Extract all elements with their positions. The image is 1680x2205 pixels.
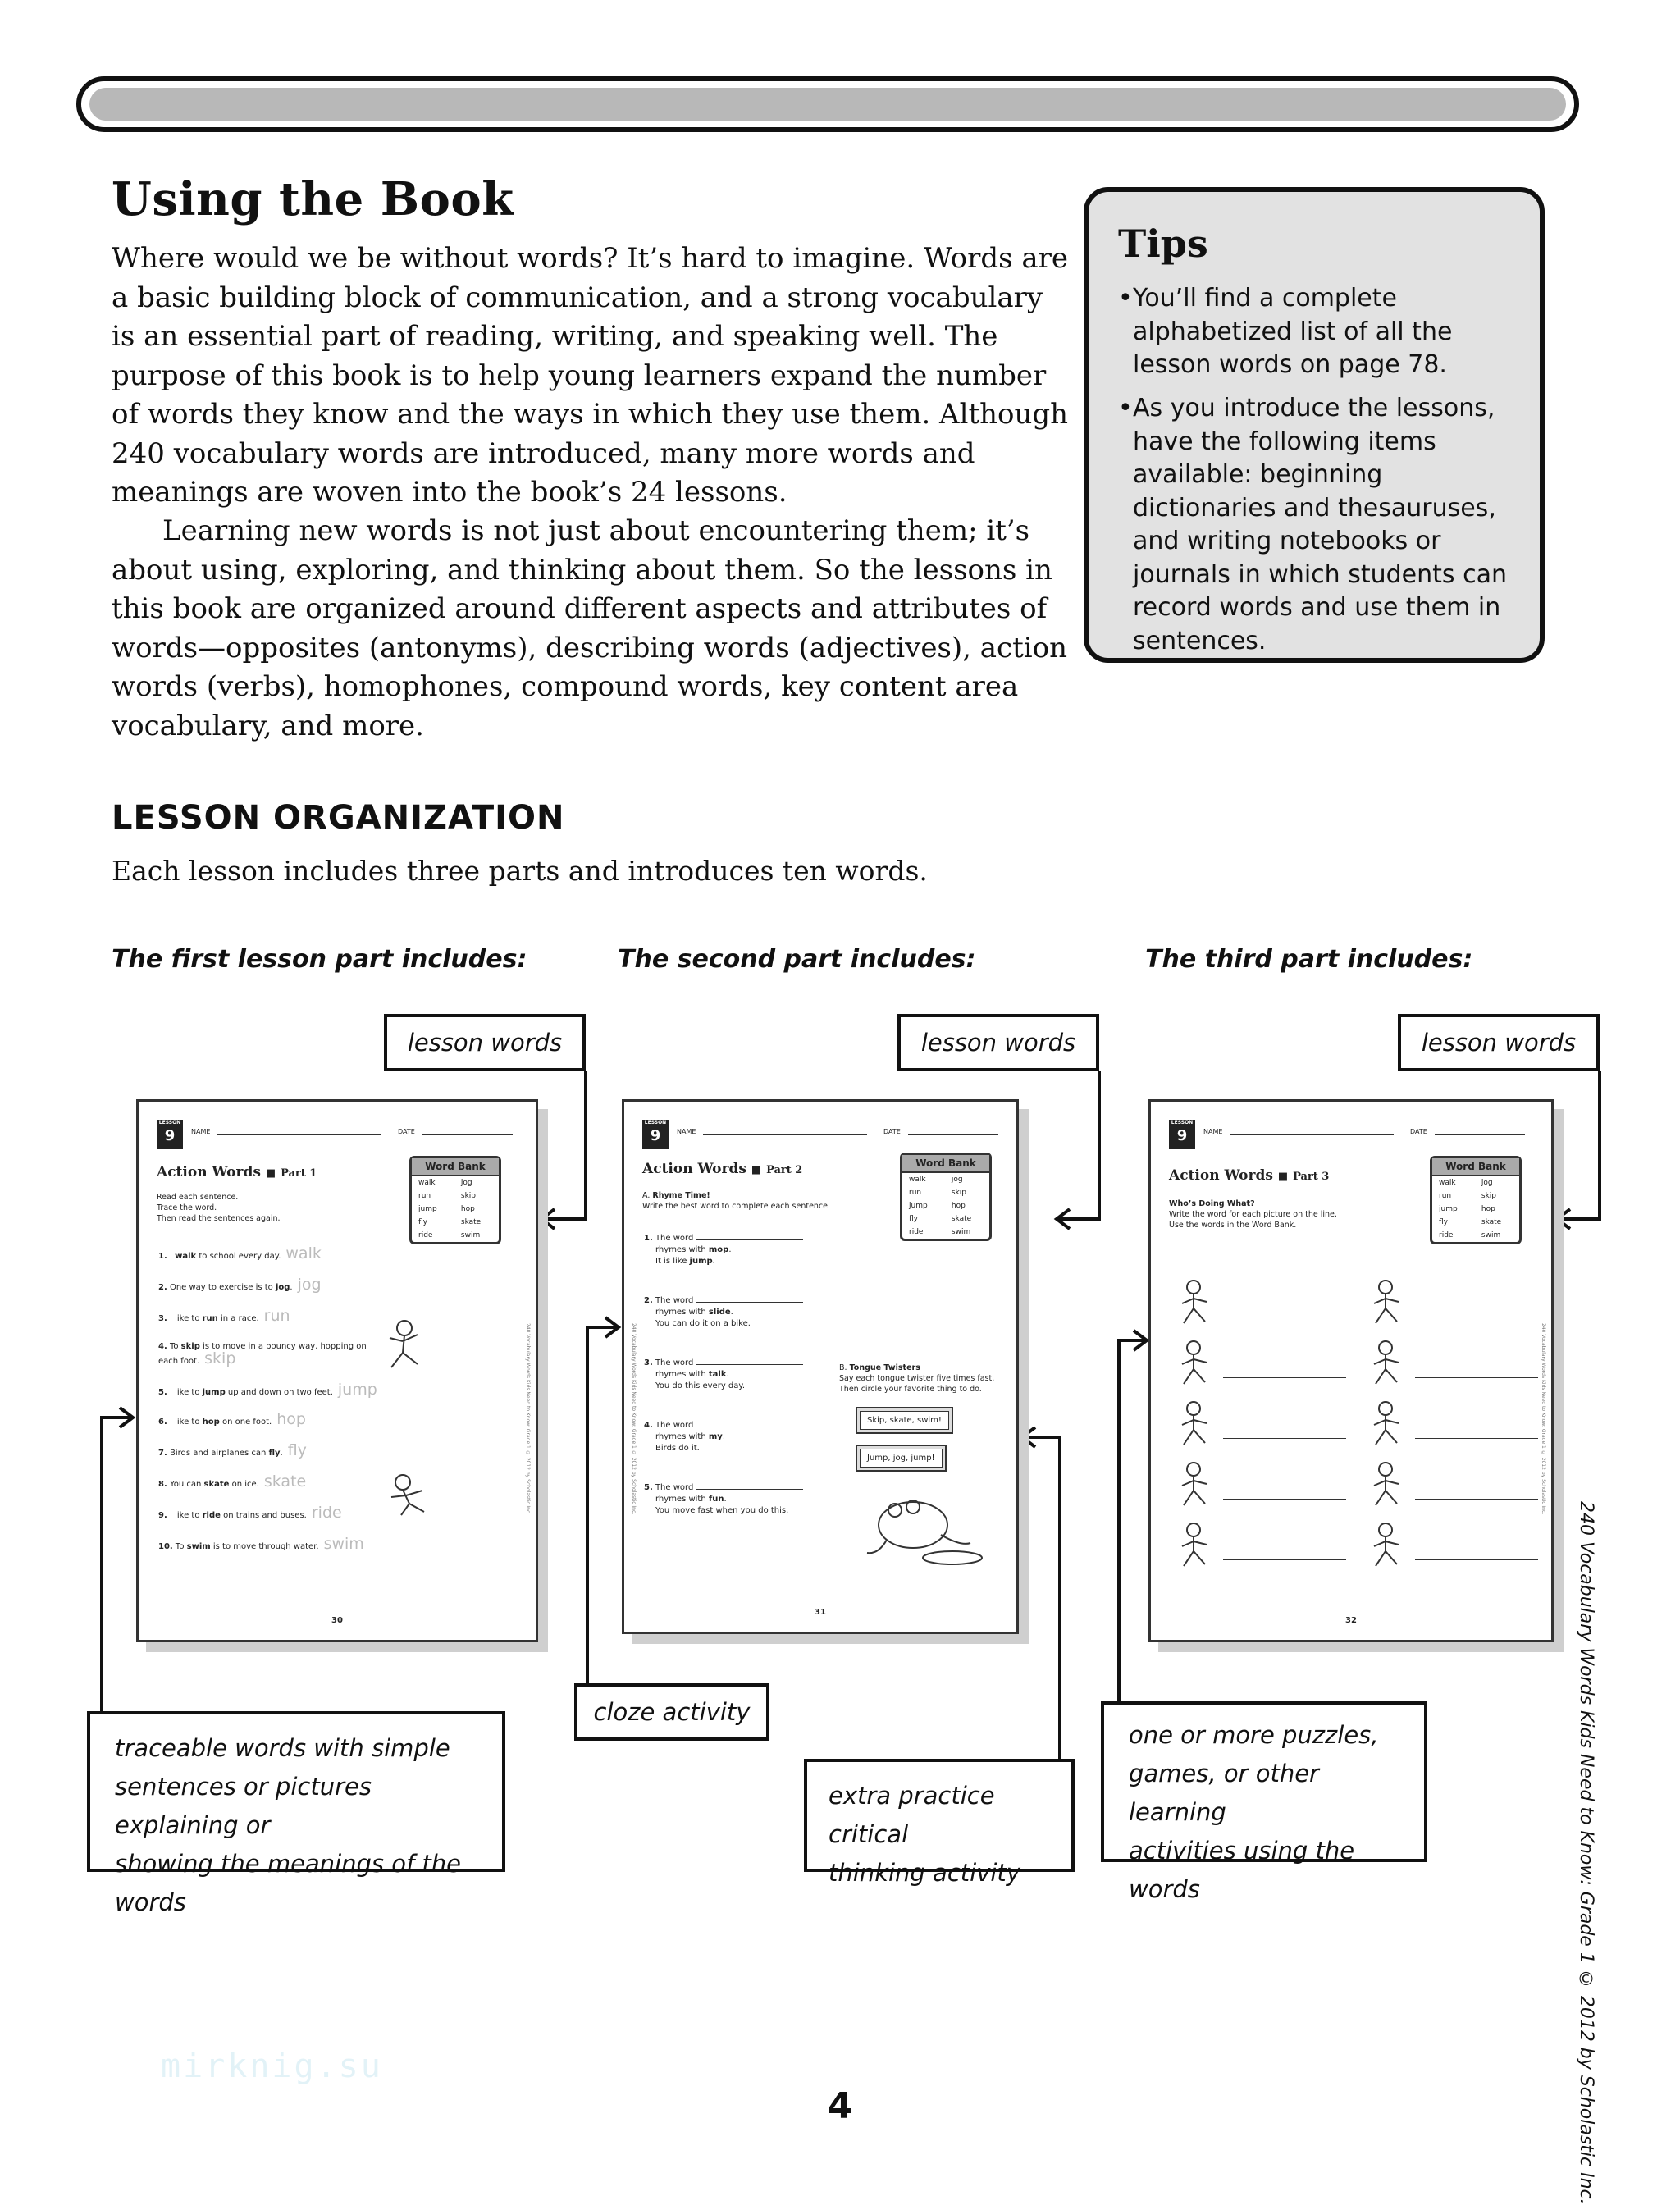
trace-word: fly <box>287 1441 307 1459</box>
date-line <box>1435 1134 1525 1135</box>
frog-illustration <box>862 1489 993 1568</box>
word-bank: Word Bank walk jog run skip jump hop fly skate ride swim <box>1430 1156 1522 1244</box>
trace-item: 4. To skip is to move in a bouncy way, hopping on each foot. skip <box>158 1342 367 1367</box>
rhyme-time-heading: A. Rhyme Time! Write the best word to complete each sentence. <box>642 1191 831 1211</box>
worksheet-title: Action Words ■ Part 1 <box>157 1164 317 1180</box>
date-label: DATE <box>883 1128 901 1135</box>
write-line[interactable] <box>1415 1377 1538 1378</box>
lesson-badge: LESSON 9 <box>642 1120 669 1149</box>
tip-text: As you introduce the lessons, have the following items available: beginning dictionaries and thesauruses, and writing notebooks or journals in which students can record words and use them in sentences. <box>1133 394 1507 655</box>
date-label: DATE <box>398 1128 415 1135</box>
lesson-organization-heading: LESSON ORGANIZATION <box>112 799 565 837</box>
connector-lesson-words-1 <box>543 1071 586 1219</box>
worksheet-part-3 <box>1148 1099 1554 1642</box>
rhyme-item: 2. The word rhymes with slide. You can do it on a bike. <box>644 1295 803 1330</box>
activity-picture <box>1176 1459 1213 1509</box>
trace-word: skate <box>263 1472 307 1491</box>
child-flying-illustration <box>385 1469 434 1518</box>
connector-lesson-words-2 <box>1058 1071 1099 1219</box>
callout-lesson-words-3: lesson words <box>1398 1014 1600 1071</box>
trace-word: run <box>263 1307 290 1325</box>
tongue-twister-box: Jump, jog, jump! <box>856 1445 947 1472</box>
name-label: NAME <box>1203 1128 1223 1135</box>
activity-picture <box>1176 1520 1213 1569</box>
tips-box <box>1084 187 1545 663</box>
worksheet-title: Action Words ■ Part 2 <box>642 1161 803 1177</box>
trace-item: 6. I like to hop on one foot. hop <box>158 1410 306 1428</box>
activity-picture <box>1367 1520 1405 1569</box>
activity-picture <box>1176 1277 1213 1326</box>
trace-item: 8. You can skate on ice. skate <box>158 1472 307 1491</box>
worksheet-instructions: Read each sentence. Trace the word. Then read the sentences again. <box>157 1193 281 1223</box>
tip-bullet: • <box>1118 284 1133 313</box>
lesson-badge: LESSON 9 <box>1169 1120 1195 1149</box>
write-line[interactable] <box>1415 1438 1538 1439</box>
section-title: Using the Book <box>112 172 514 226</box>
activity-picture <box>1176 1399 1213 1448</box>
trace-word: skip <box>204 1349 236 1367</box>
worksheet-page-number: 30 <box>331 1616 343 1625</box>
tip-item <box>1118 392 1528 658</box>
worksheet-side-credit: 240 Vocabulary Words Kids Need to Know: Grade 1 © 2012 by Scholastic Inc. <box>1541 1323 1546 1515</box>
rhyme-item: 4. The word rhymes with my. Birds do it. <box>644 1420 803 1454</box>
rhyme-item: 3. The word rhymes with talk. You do this every day. <box>644 1358 803 1392</box>
trace-word: jog <box>297 1276 322 1294</box>
header-bar <box>76 76 1579 132</box>
activity-picture <box>1367 1277 1405 1326</box>
callout-lesson-words-2: lesson words <box>897 1014 1099 1071</box>
worksheet-title: Action Words ■ Part 3 <box>1169 1167 1330 1184</box>
rhyme-item: 1. The word rhymes with mop. It is like jump. <box>644 1233 803 1267</box>
worksheet-part-2 <box>622 1099 1019 1634</box>
tip-bullet: • <box>1118 394 1133 422</box>
intro-paragraph-1: Where would we be without words? It’s hard to imagine. Words are a basic building block of communication, and a strong vocabulary is an essential part of reading, writing, and speaking well. The purpose of this book is to help young learners expand the number of words they know and the ways in which they use them. Although 240 vocabulary words are introduced, many more words and meanings are woven into the book’s 24 lessons. <box>112 242 1069 509</box>
connector-traceable <box>102 1418 131 1711</box>
activity-picture <box>1176 1338 1213 1387</box>
write-line[interactable] <box>1223 1438 1346 1439</box>
worksheet-side-credit: 240 Vocabulary Words Kids Need to Know: Grade 1 © 2012 by Scholastic Inc. <box>631 1323 637 1515</box>
page-number: 4 <box>827 2085 853 2127</box>
connector-puzzles <box>1119 1340 1145 1701</box>
child-skipping-illustration <box>381 1317 431 1374</box>
intro-paragraph-2: Learning new words is not just about encountering them; it’s about using, exploring, and thinking about them. So the lessons in this book are organized around different aspects and attributes of words—opposites (antonyms), describing words (adjectives), action words (verbs), homophones, compound words, key content area vocabulary, and more. <box>112 514 1067 742</box>
third-part-heading: The third part includes: <box>1145 945 1473 974</box>
worksheet-page-number: 32 <box>1345 1616 1357 1625</box>
activity-picture <box>1367 1399 1405 1448</box>
copyright-credit: 240 Vocabulary Words Kids Need to Know: Grade 1 © 2012 by Scholastic Inc. <box>1576 1501 1596 2205</box>
word-bank: Word Bank walk jog run skip jump hop fly skate ride swim <box>900 1153 992 1241</box>
second-part-heading: The second part includes: <box>618 945 976 974</box>
name-line <box>1230 1134 1394 1135</box>
callout-lesson-words-1: lesson words <box>384 1014 586 1071</box>
trace-item: 3. I like to run in a race. run <box>158 1307 290 1325</box>
trace-word: swim <box>323 1535 364 1553</box>
tongue-twister-box: Skip, skate, swim! <box>856 1407 953 1434</box>
connector-cloze <box>587 1327 617 1683</box>
connector-lesson-words-3 <box>1559 1071 1600 1219</box>
trace-word: ride <box>311 1504 342 1522</box>
write-line[interactable] <box>1223 1499 1346 1500</box>
trace-item: 1. I walk to school every day. walk <box>158 1244 322 1262</box>
trace-item: 10. To swim is to move through water. swim <box>158 1535 364 1553</box>
tongue-twisters-heading: B. Tongue Twisters Say each tongue twister five times fast. Then circle your favorite thing to do. <box>839 1363 995 1394</box>
name-label: NAME <box>191 1128 211 1135</box>
activity-picture <box>1367 1338 1405 1387</box>
worksheet-part-1 <box>136 1099 538 1642</box>
date-line <box>908 1134 998 1135</box>
callout-critical-thinking: extra practice critical thinking activity <box>804 1759 1075 1872</box>
tip-text: You’ll find a complete alphabetized list of all the lesson words on page 78. <box>1133 284 1453 379</box>
worksheet-side-credit: 240 Vocabulary Words Kids Need to Know: Grade 1 © 2012 by Scholastic Inc. <box>525 1323 531 1515</box>
name-line <box>217 1134 381 1135</box>
trace-word: hop <box>276 1410 306 1428</box>
date-line <box>422 1134 513 1135</box>
write-line[interactable] <box>1415 1559 1538 1560</box>
callout-cloze-activity: cloze activity <box>574 1683 769 1741</box>
name-label: NAME <box>677 1128 696 1135</box>
date-label: DATE <box>1410 1128 1427 1135</box>
connector-extra <box>1024 1437 1060 1759</box>
tips-title: Tips <box>1118 221 1208 266</box>
callout-puzzles-games: one or more puzzles, games, or other learning activities using the words <box>1101 1701 1427 1862</box>
trace-item: 9. I like to ride on trains and buses. ride <box>158 1504 342 1522</box>
trace-item: 7. Birds and airplanes can fly. fly <box>158 1441 307 1459</box>
callout-traceable-words: traceable words with simple sentences or pictures explaining or showing the meanings of the words <box>87 1711 505 1872</box>
trace-item: 5. I like to jump up and down on two feet. jump <box>158 1381 377 1399</box>
word-bank: Word Bank walk jog run skip jump hop fly skate ride swim <box>409 1156 501 1244</box>
worksheet-page-number: 31 <box>815 1608 826 1617</box>
rhyme-item: 5. The word rhymes with fun. You move fast when you do this. <box>644 1482 803 1517</box>
trace-word: walk <box>285 1244 322 1262</box>
worksheet-instructions: Who’s Doing What? Write the word for each picture on the line. Use the words in the Word Bank. <box>1169 1199 1337 1230</box>
header-bar-fill <box>89 88 1566 121</box>
trace-item: 2. One way to exercise is to jog. jog <box>158 1276 322 1294</box>
tip-item <box>1118 282 1528 382</box>
write-line[interactable] <box>1223 1377 1346 1378</box>
watermark: mirknig.su <box>161 2048 383 2085</box>
name-line <box>703 1134 867 1135</box>
trace-word: jump <box>337 1381 377 1399</box>
lesson-organization-intro: Each lesson includes three parts and introduces ten words. <box>112 855 928 887</box>
write-line[interactable] <box>1415 1499 1538 1500</box>
first-part-heading: The first lesson part includes: <box>112 945 527 974</box>
lesson-badge: LESSON 9 <box>157 1120 183 1149</box>
activity-picture <box>1367 1459 1405 1509</box>
write-line[interactable] <box>1223 1559 1346 1560</box>
